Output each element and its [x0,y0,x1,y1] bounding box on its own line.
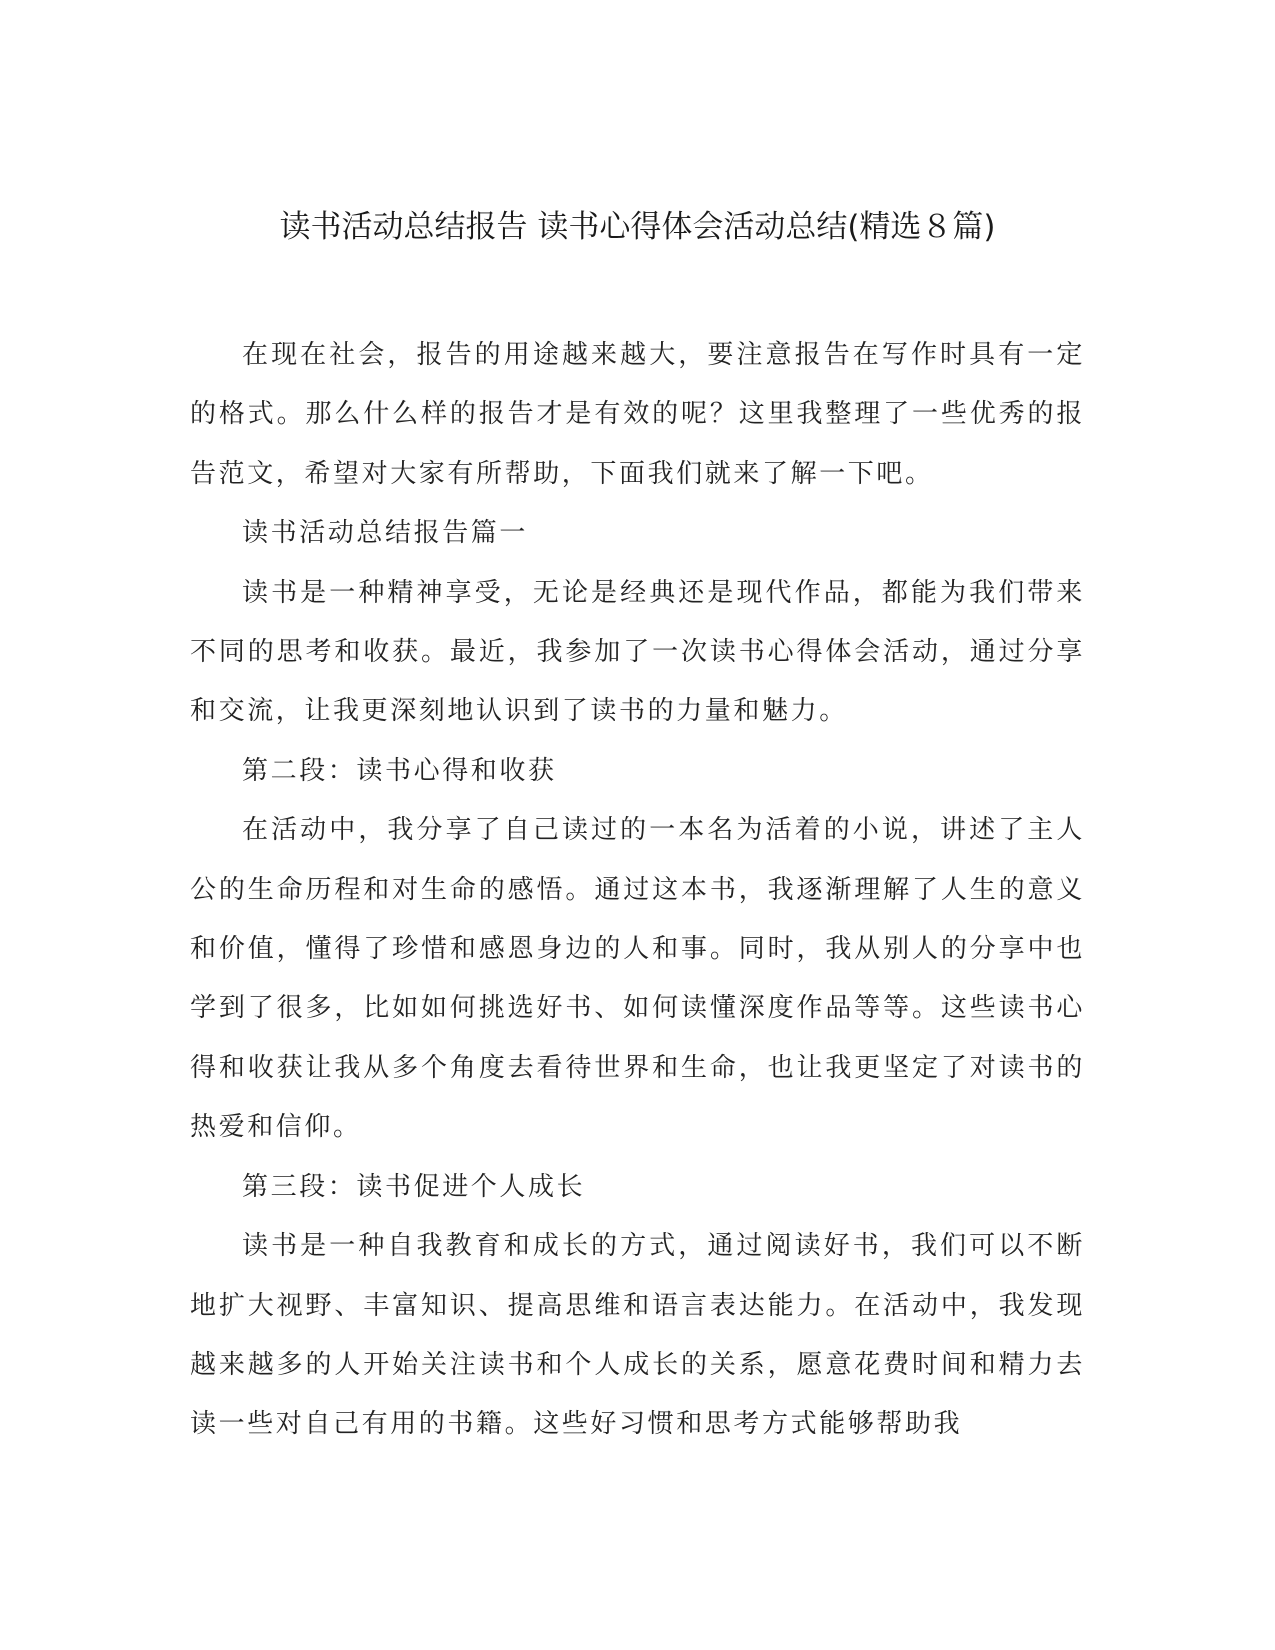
section-heading-second: 第二段：读书心得和收获 [242,755,557,786]
body-paragraph: 在活动中，我分享了自己读过的一本名为活着的小说，讲述了主人公的生命历程和对生命的感悟。通过这本书，我逐渐理解了人生的意义和价值，懂得了珍惜和感恩身边的人和事。同时，我从别人的分享中也学到了很多，比如如何挑选好书、如何读懂深度作品等等。这些读书心得和收获让我从多个角度去看待世界和生命，也让我更坚定了对读书的热爱和信仰。 [190,815,1085,1143]
intro-paragraph: 在现在社会，报告的用途越来越大，要注意报告在写作时具有一定的格式。那么什么样的报告才是有效的呢？这里我整理了一些优秀的报告范文，希望对大家有所帮助，下面我们就来了解一下吧。 [190,340,1085,489]
document-title: 读书活动总结报告 读书心得体会活动总结(精选８篇) [279,209,996,245]
section-heading-part-one: 读书活动总结报告篇一 [242,518,529,549]
document-body [190,326,1085,1455]
body-paragraph: 读书是一种精神享受，无论是经典还是现代作品，都能为我们带来不同的思考和收获。最近，我参加了一次读书心得体会活动，通过分享和交流，让我更深刻地认识到了读书的力量和魅力。 [190,577,1085,727]
section-heading-third: 第三段：读书促进个人成长 [242,1171,586,1202]
body-paragraph: 读书是一种自我教育和成长的方式，通过阅读好书，我们可以不断地扩大视野、丰富知识、提高思维和语言表达能力。在活动中，我发现越来越多的人开始关注读书和个人成长的关系，愿意花费时间和精力去读一些对自己有用的书籍。这些好习惯和思考方式能够帮助我 [190,1231,1085,1440]
